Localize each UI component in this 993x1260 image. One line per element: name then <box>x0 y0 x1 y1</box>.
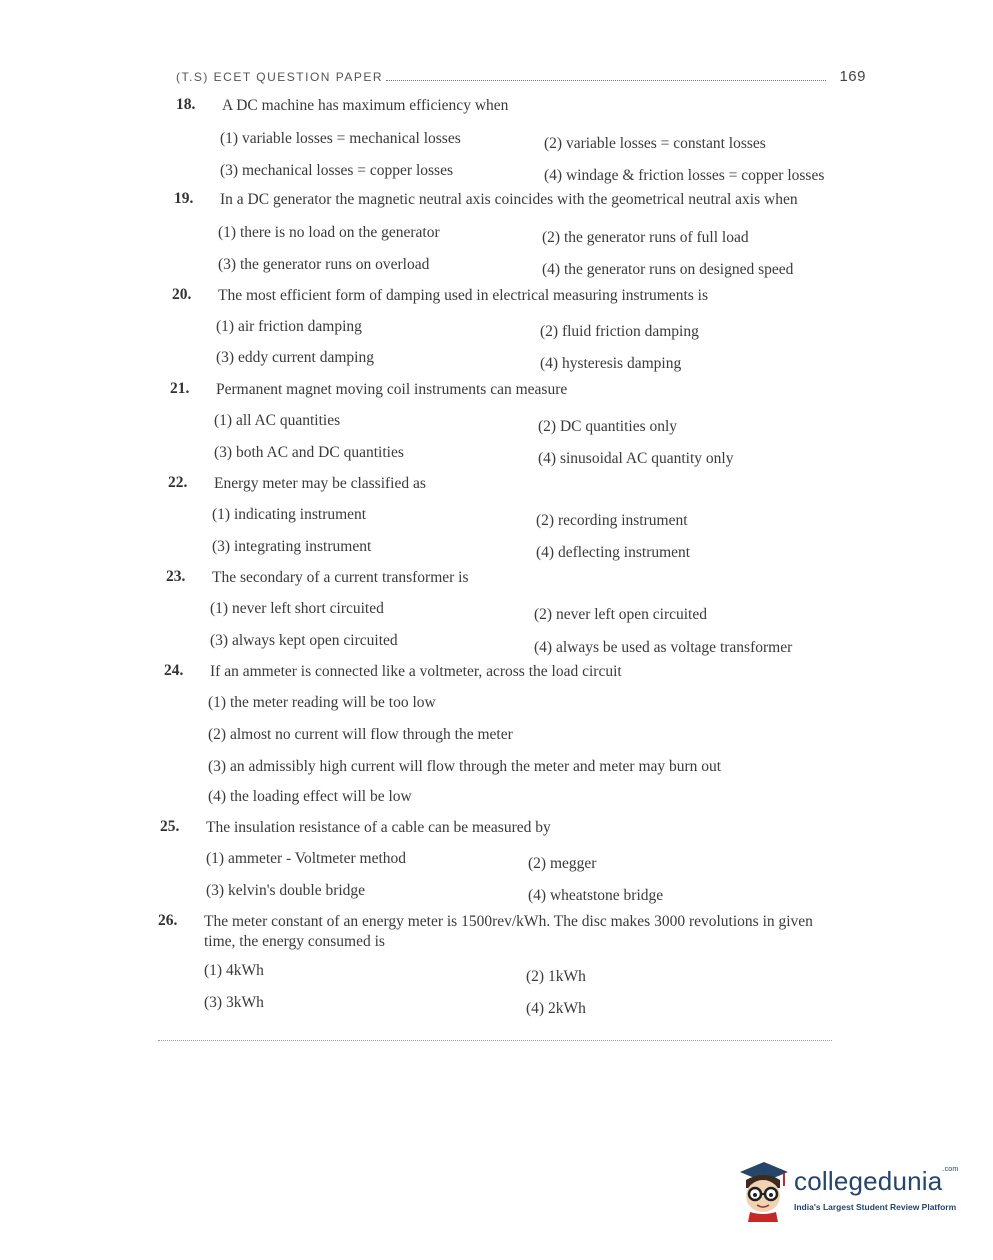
question-stem: If an ammeter is connected like a voltmeter, across the load circuit <box>210 663 622 680</box>
option: (4) sinusoidal AC quantity only <box>538 450 734 467</box>
question-stem: The insulation resistance of a cable can be measured by <box>206 819 551 836</box>
question-number: 20. <box>172 286 192 303</box>
page-header <box>176 68 866 88</box>
option: (4) 2kWh <box>526 1000 586 1017</box>
option: (4) hysteresis damping <box>540 355 682 372</box>
mascot-icon <box>734 1158 792 1222</box>
option: (3) mechanical losses = copper losses <box>220 162 453 179</box>
option: (4) the generator runs on designed speed <box>542 261 794 278</box>
option: (1) 4kWh <box>204 962 264 979</box>
question-number: 18. <box>176 96 196 113</box>
paper-title: (T.S) ECET QUESTION PAPER <box>176 70 384 84</box>
brand-name: collegedunia$^{.com}$ <box>794 1166 959 1196</box>
question-number: 26. <box>158 912 178 929</box>
question-number: 24. <box>164 662 184 679</box>
option: (4) deflecting instrument <box>536 544 691 561</box>
question-number: 21. <box>170 380 190 397</box>
option: (1) ammeter - Voltmeter method <box>206 850 407 867</box>
option: (2) the generator runs of full load <box>542 229 749 246</box>
collegedunia-logo <box>734 1158 964 1228</box>
option: (3) always kept open circuited <box>210 632 398 649</box>
option: (2) 1kWh <box>526 968 586 985</box>
option: (3) an admissibly high current will flow through the meter and meter may burn out <box>208 758 722 775</box>
question-number: 19. <box>174 190 194 207</box>
header-rule <box>386 80 826 81</box>
option: (1) never left short circuited <box>210 600 384 617</box>
option: (4) wheatstone bridge <box>528 887 664 904</box>
option: (1) the meter reading will be too low <box>208 694 436 711</box>
option: (2) variable losses = constant losses <box>544 135 766 152</box>
brand-tagline: India's Largest Student Review Platform <box>794 1202 957 1212</box>
question-stem: The most efficient form of damping used in electrical measuring instruments is <box>218 287 708 304</box>
option: (3) the generator runs on overload <box>218 256 430 273</box>
page-number: 169 <box>839 68 866 85</box>
option: (4) windage & friction losses = copper losses <box>544 167 825 184</box>
option: (4) the loading effect will be low <box>208 788 412 805</box>
option: (1) indicating instrument <box>212 506 367 523</box>
option: (2) almost no current will flow through the meter <box>208 726 513 743</box>
option: (1) there is no load on the generator <box>218 224 440 241</box>
option: (1) air friction damping <box>216 318 362 335</box>
option: (2) DC quantities only <box>538 418 678 435</box>
question-stem: A DC machine has maximum efficiency when <box>222 97 509 114</box>
footer-rule <box>158 1040 832 1041</box>
brand-suffix: .com <box>942 1166 959 1173</box>
option: (2) megger <box>528 855 597 872</box>
option: (2) recording instrument <box>536 512 688 529</box>
option: (3) 3kWh <box>204 994 264 1011</box>
option: (2) fluid friction damping <box>540 323 699 340</box>
question-number: 23. <box>166 568 186 585</box>
question-number: 25. <box>160 818 180 835</box>
question-stem: The secondary of a current transformer is <box>212 569 469 586</box>
option: (3) kelvin's double bridge <box>206 882 366 899</box>
option: (3) both AC and DC quantities <box>214 444 404 461</box>
option: (3) integrating instrument <box>212 538 372 555</box>
option: (1) all AC quantities <box>214 412 341 429</box>
option: (1) variable losses = mechanical losses <box>220 130 461 147</box>
question-stem: Energy meter may be classified as <box>214 475 426 492</box>
option: (3) eddy current damping <box>216 349 374 366</box>
question-stem: The meter constant of an energy meter is 1500rev/kWh. The disc makes 3000 revolutions in given time, the energy consumed is <box>204 913 813 950</box>
option: (2) never left open circuited <box>534 606 707 623</box>
question-stem: In a DC generator the magnetic neutral axis coincides with the geometrical neutral axis when <box>220 191 798 208</box>
question-stem: Permanent magnet moving coil instruments can measure <box>216 381 568 398</box>
option: (4) always be used as voltage transformer <box>534 639 793 656</box>
question-number: 22. <box>168 474 188 491</box>
